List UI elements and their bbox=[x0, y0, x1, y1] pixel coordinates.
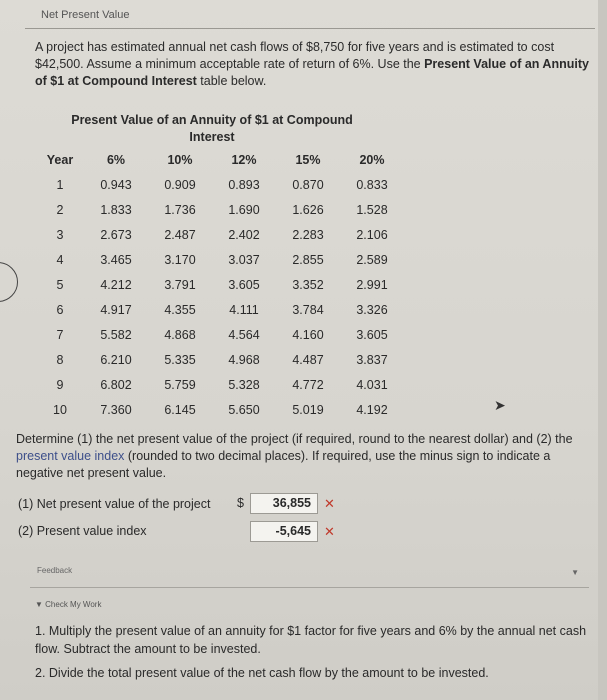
table-cell: 5.019 bbox=[292, 402, 324, 417]
table-cell: 5.335 bbox=[164, 352, 196, 367]
table-cell: 6 bbox=[56, 302, 64, 317]
table-cell: 4.868 bbox=[164, 327, 196, 342]
check-my-work-label[interactable]: ▼ Check My Work bbox=[35, 600, 102, 609]
npv-label: (1) Net present value of the project bbox=[18, 497, 211, 511]
table-cell: 3.605 bbox=[228, 277, 260, 292]
table-cell: 4.487 bbox=[292, 352, 324, 367]
table-cell: 3.037 bbox=[228, 252, 260, 267]
table-cell: 4.355 bbox=[164, 302, 196, 317]
table-cell: 2 bbox=[56, 202, 64, 217]
table-cell: 4.192 bbox=[356, 402, 388, 417]
table-cell: 4 bbox=[56, 252, 64, 267]
table-cell: 6.210 bbox=[100, 352, 132, 367]
table-cell: 5.328 bbox=[228, 377, 260, 392]
table-cell: 2.283 bbox=[292, 227, 324, 242]
problem-statement bbox=[35, 39, 595, 90]
table-cell: 4.111 bbox=[229, 302, 259, 317]
feedback-label: Feedback bbox=[37, 566, 73, 575]
column-header-6: 6% bbox=[106, 152, 126, 167]
table-cell: 0.870 bbox=[292, 177, 324, 192]
table-cell: 3.791 bbox=[164, 277, 196, 292]
table-cell: 8 bbox=[56, 352, 64, 367]
pvi-label: (2) Present value index bbox=[18, 524, 147, 538]
table-cell: 2.991 bbox=[356, 277, 388, 292]
table-caption: Present Value of an Annuity of $1 at Compound Interest bbox=[71, 113, 353, 144]
table-cell: 9 bbox=[56, 377, 64, 392]
table-cell: 6.145 bbox=[164, 402, 196, 417]
table-cell: 3.837 bbox=[356, 352, 388, 367]
table-row bbox=[36, 172, 404, 197]
table-cell: 2.673 bbox=[100, 227, 132, 242]
problem-table-reference: Present Value of an Annuity of $1 at Compound Interest bbox=[35, 57, 589, 88]
table-row bbox=[36, 272, 404, 297]
table-cell: 3.465 bbox=[100, 252, 132, 267]
table-cell: 0.943 bbox=[100, 177, 132, 192]
column-header-year: Year bbox=[46, 152, 74, 167]
table-cell: 4.968 bbox=[228, 352, 260, 367]
problem-text-a: A project has estimated annual net cash flows of $8,750 for five years and is estimated to cost $42,500. Assume a minimum acceptable rate of return of 6%. Use the bbox=[35, 40, 555, 71]
right-edge-shadow bbox=[598, 0, 607, 700]
table-cell: 2.487 bbox=[164, 227, 196, 242]
feedback-step: 2. Divide the total present value of the net cash flow by the amount to be invested. bbox=[35, 666, 489, 680]
chevron-down-icon[interactable]: ▼ bbox=[571, 568, 579, 577]
table-cell: 1.736 bbox=[164, 202, 196, 217]
feedback-steps bbox=[35, 622, 595, 688]
table-cell: 1.833 bbox=[100, 202, 132, 217]
table-row bbox=[36, 347, 404, 372]
column-header-15: 15% bbox=[295, 152, 321, 167]
pv-annuity-table bbox=[36, 147, 404, 422]
table-cell: 5.582 bbox=[100, 327, 132, 342]
table-row bbox=[36, 397, 404, 422]
pvi-input[interactable]: -5,645 bbox=[250, 521, 318, 542]
table-cell: 4.212 bbox=[100, 277, 132, 292]
table-cell: 4.917 bbox=[100, 302, 132, 317]
table-cell: 3.605 bbox=[356, 327, 388, 342]
table-row bbox=[36, 297, 404, 322]
feedback-step: 1. Multiply the present value of an annuity for $1 factor for five years and 6% by the annual net cash flow. Subtract the amount to be invested. bbox=[35, 624, 587, 656]
table-cell: 0.893 bbox=[228, 177, 260, 192]
table-row bbox=[36, 322, 404, 347]
currency-symbol: $ bbox=[237, 496, 244, 510]
table-cell: 2.402 bbox=[228, 227, 260, 242]
table-row bbox=[36, 372, 404, 397]
table-cell: 4.772 bbox=[292, 377, 324, 392]
table-cell: 5.650 bbox=[228, 402, 260, 417]
present-value-index-link[interactable]: present value index bbox=[16, 449, 125, 463]
instructions-text-a: Determine (1) the net present value of the project (if required, round to the nearest dollar) and (2) the bbox=[16, 432, 573, 446]
table-cell: 1 bbox=[56, 177, 64, 192]
table-cell: 3.784 bbox=[292, 302, 324, 317]
question-marker-circle bbox=[0, 262, 18, 302]
table-header-row bbox=[36, 147, 404, 172]
table-cell: 4.160 bbox=[292, 327, 324, 342]
table-cell: 0.833 bbox=[356, 177, 388, 192]
instructions-text-b: (rounded to two decimal places). If required, use the minus sign to indicate a negative net present value. bbox=[16, 449, 551, 480]
table-cell: 2.855 bbox=[292, 252, 324, 267]
table-row bbox=[36, 222, 404, 247]
table-cell: 7.360 bbox=[100, 402, 132, 417]
problem-text-b: table below. bbox=[196, 74, 267, 88]
table-cell: 5 bbox=[56, 277, 64, 292]
table-cell: 1.690 bbox=[228, 202, 260, 217]
table-cell: 3 bbox=[56, 227, 64, 242]
table-cell: 3.326 bbox=[356, 302, 388, 317]
npv-input[interactable]: 36,855 bbox=[250, 493, 318, 514]
mouse-cursor-icon: ➤ bbox=[494, 397, 506, 413]
table-cell: 1.528 bbox=[356, 202, 388, 217]
table-cell: 4.031 bbox=[356, 377, 388, 392]
table-cell: 4.564 bbox=[228, 327, 260, 342]
table-cell: 10 bbox=[53, 402, 67, 417]
instructions bbox=[16, 431, 596, 482]
table-cell: 0.909 bbox=[164, 177, 196, 192]
table-cell: 7 bbox=[56, 327, 64, 342]
feedback-section[interactable] bbox=[30, 560, 589, 588]
column-header-12: 12% bbox=[231, 152, 257, 167]
table-cell: 3.170 bbox=[164, 252, 196, 267]
table-row bbox=[36, 247, 404, 272]
page-title: Net Present Value bbox=[41, 9, 130, 21]
table-cell: 2.589 bbox=[356, 252, 388, 267]
header-divider bbox=[25, 28, 595, 29]
table-cell: 2.106 bbox=[356, 227, 388, 242]
table-cell: 3.352 bbox=[292, 277, 324, 292]
column-header-10: 10% bbox=[167, 152, 193, 167]
table-cell: 1.626 bbox=[292, 202, 324, 217]
column-header-20: 20% bbox=[359, 152, 385, 167]
table-cell: 6.802 bbox=[100, 377, 132, 392]
pvi-incorrect-icon: ✕ bbox=[324, 524, 335, 539]
table-row bbox=[36, 197, 404, 222]
npv-incorrect-icon: ✕ bbox=[324, 496, 335, 511]
table-cell: 5.759 bbox=[164, 377, 196, 392]
